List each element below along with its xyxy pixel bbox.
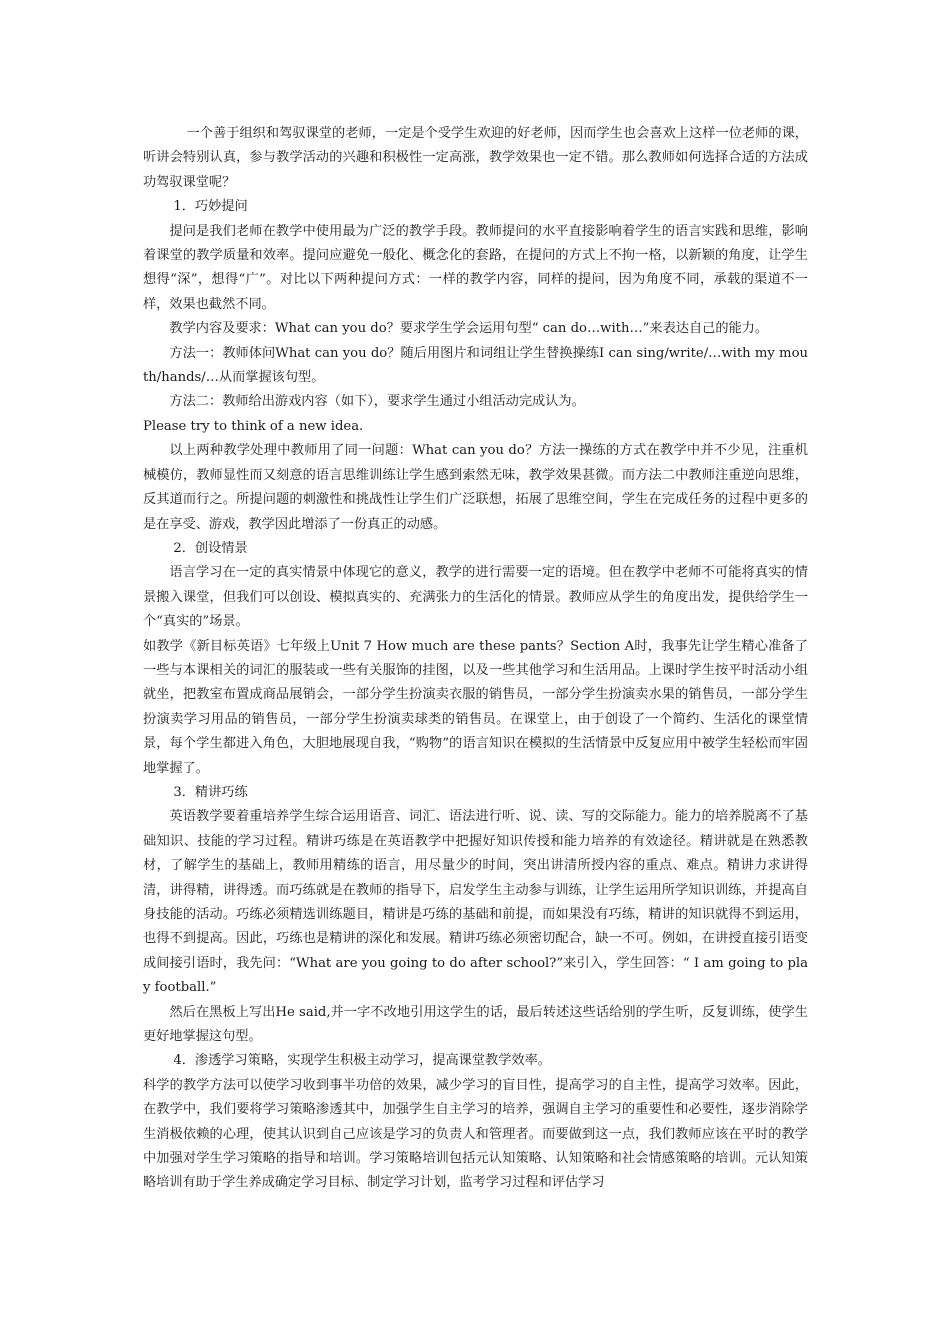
intro-paragraph: 一个善于组织和驾驭课堂的老师，一定是个受学生欢迎的好老师，因而学生也会喜欢上这样一位老师的课，听讲会特别认真，参与教学活动的兴趣和积极性一定高涨，教学效果也一定不错。那么教师如何选择合适的方法成功驾驭课堂呢？	[143, 126, 808, 190]
paragraph: 英语教学要着重培养学生综合运用语音、词汇、语法进行听、说、读、写的交际能力。能力的培养脱离不了基础知识、技能的学习过程。精讲巧练是在英语教学中把握好知识传授和能力培养的有效途径。精讲就是在熟悉教材，了解学生的基础上，教师用精练的语言，用尽量少的时间，突出讲清所授内容的重点、难点。精讲力求讲得清，讲得精，讲得透。而巧练就是在教师的指导下，启发学生主动参与训练，让学生运用所学知识训练，并提高自身技能的活动。巧练必须精选训练题目，精讲是巧练的基础和前提，而如果没有巧练，精讲的知识就得不到运用，也得不到提高。因此，巧练也是精讲的深化和发展。精讲巧练必须密切配合，缺一不可。例如，在讲授直接引语变成间接引语时，我先问：“What are you going to do after school?”来引入，学生回答：“ I am going to play football.”	[143, 809, 808, 996]
paragraph: 科学的教学方法可以使学习收到事半功倍的效果，减少学习的盲目性，提高学习的自主性，提高学习效率。因此，在教学中，我们要将学习策略渗透其中，加强学生自主学习的培养，强调自主学习的重要性和必要性，逐步消除学生消极依赖的心理，使其认识到自己应该是学习的负责人和管理者。而要做到这一点，我们教师应该在平时的教学中加强对学生学习策略的指导和培训。学习策略培训包括元认知策略、认知策略和社会情感策略的培训。元认知策略培训有助于学生养成确定学习目标、制定学习计划，监考学习过程和评估学习	[143, 1077, 808, 1191]
section-heading-2: 2．创设情景	[173, 540, 248, 556]
paragraph: 方法一：教师体问What can you do？随后用图片和词组让学生替换操练I can sing/write/…with my mouth/hands/…从而掌握该句型。	[143, 345, 808, 386]
paragraph: 语言学习在一定的真实情景中体现它的意义，教学的进行需要一定的语境。但在教学中老师不可能将真实的情景搬入课堂，但我们可以创设、模拟真实的、充满张力的生活化的情景。教师应从学生的角度出发，提供给学生一个“真实的”场景。	[143, 565, 808, 630]
paragraph: 方法二：教师给出游戏内容（如下），要求学生通过小组活动完成认为。	[169, 394, 585, 410]
section-heading-3: 3．精讲巧练	[173, 784, 248, 800]
paragraph: 以上两种教学处理中教师用了同一问题：What can you do？方法一操练的方式在教学中并不少见，注重机械模仿，教师显性而又刻意的语言思维训练让学生感到索然无味，教学效果甚微。而方法二中教师注重逆向思维，反其道而行之。所提问题的刺激性和挑战性让学生们广泛联想，拓展了思维空间，学生在完成任务的过程中更多的是在享受、游戏，教学因此增添了一份真正的动感。	[143, 443, 808, 532]
paragraph: 如教学《新目标英语》七年级上Unit 7 How much are these pants？Section A时，我事先让学生精心准备了一些与本课相关的词汇的服装或一些有关服饰的挂图，以及一些其他学习和生活用品。上课时学生按平时活动小组就坐，把教室布置成商品展销会，一部分学生扮演卖衣服的销售员，一部分学生扮演卖水果的销售员，一部分学生扮演卖学习用品的销售员，一部分学生扮演卖球类的销售员。在课堂上，由于创设了一个简约、生活化的课堂情景，每个学生都进入角色，大胆地展现自我，“购物”的语言知识在模拟的生活情景中反复应用中被学生轻松而牢固地掌握了。	[143, 638, 808, 776]
section-heading-4: 4．渗透学习策略，实现学生积极主动学习，提高课堂教学效率。	[173, 1053, 551, 1069]
paragraph: 教学内容及要求：What can you do？要求学生学会运用句型“ can do…with…”来表达自己的能力。	[169, 321, 769, 337]
paragraph: 提问是我们老师在教学中使用最为广泛的教学手段。教师提问的水平直接影响着学生的语言实践和思维，影响着课堂的教学质量和效率。提问应避免一般化、概念化的套路，在提问的方式上不拘一格，以新颖的角度，让学生想得“深”，想得“广”。对比以下两种提问方式：一样的教学内容，同样的提问，因为角度不同，承载的渠道不一样，效果也截然不同。	[143, 223, 808, 312]
paragraph: Please try to think of a new idea.	[143, 418, 364, 434]
paragraph: 然后在黑板上写出He said,并一字不改地引用这学生的话，最后转述这些话给别的学生听，反复训练，使学生更好地掌握这句型。	[143, 1004, 808, 1045]
document-page	[143, 122, 808, 1196]
section-heading-1: 1．巧妙提问	[173, 199, 248, 215]
